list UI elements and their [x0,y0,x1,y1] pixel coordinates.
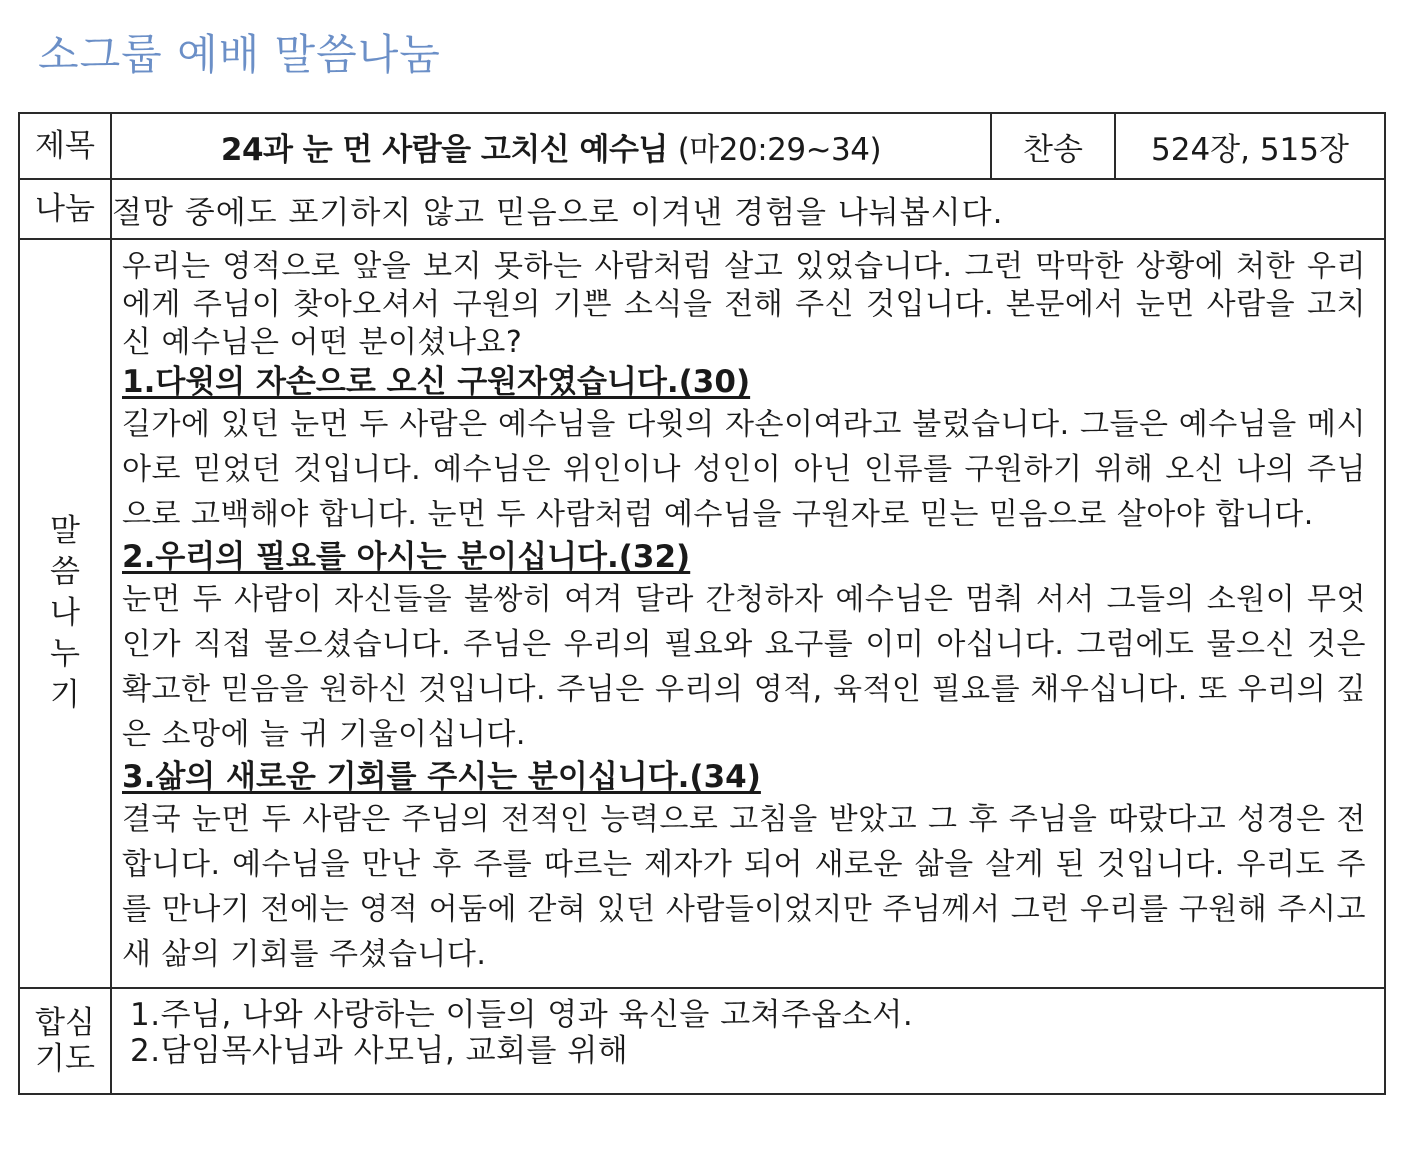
prayer-label-line: 합심 [35,1005,95,1041]
section-heading-2: 2.우리의 필요를 아시는 분이십니다.(32) [122,539,691,575]
lesson-title-cell [111,113,991,179]
prayer-row [19,988,1385,1094]
prayer-item-2: 2.담임목사님과 사모님, 교회를 위해 [130,1033,629,1069]
word-sharing-label [45,511,85,716]
word-label-char: 나 [50,595,80,631]
word-label-char: 누 [50,636,80,672]
section-heading-3: 3.삶의 새로운 기회를 주시는 분이십니다.(34) [122,759,761,795]
word-label-char: 기 [50,677,80,713]
intro-paragraph: 우리는 영적으로 앞을 보지 못하는 사람처럼 살고 있었습니다. 그런 막막한 상황에 처한 우리에게 주님이 찾아오셔서 구원의 기쁜 소식을 전해 주신 것입니다. 본문에서 눈먼 사람을 고치신 예수님은 어떤 분이셨나요? [122,249,1366,360]
section-body-1: 길가에 있던 눈먼 두 사람은 예수님을 다윗의 자손이여라고 불렀습니다. 그들은 예수님을 메시아로 믿었던 것입니다. 예수님은 위인이나 성인이 아닌 인류를 구원하기 위해 오신 나의 주님으로 고백해야 합니다. 눈먼 두 사람처럼 예수님을 구원자로 믿는 믿음으로 살아야 합니다. [122,407,1366,532]
title-row [19,113,1385,179]
prayer-label-cell [19,988,111,1094]
word-label-char: 씀 [50,554,80,590]
hymn-label: 찬송 [991,113,1115,179]
hymn-value: 524장, 515장 [1115,113,1385,179]
word-sharing-row [19,239,1385,988]
lesson-title: 24과 눈 먼 사람을 고치신 예수님 [220,131,668,168]
sermon-body [111,239,1385,988]
share-question: 절망 중에도 포기하지 않고 믿음으로 이겨낸 경험을 나눠봅시다. [111,179,1385,239]
scripture-reference: (마20:29~34) [677,131,882,168]
prayer-item-1: 1.주님, 나와 사랑하는 이들의 영과 육신을 고쳐주옵소서. [130,997,914,1033]
prayer-items [111,988,1385,1094]
section-body-3: 결국 눈먼 두 사람은 주님의 전적인 능력으로 고침을 받았고 그 후 주님을 따랐다고 성경은 전합니다. 예수님을 만난 후 주를 따르는 제자가 되어 새로운 삶을 살게 된 것입니다. 우리도 주를 만나기 전에는 영적 어둠에 갇혀 있던 사람들이었지만 주님께서 그런 우리를 구원해 주시고 새 삶의 기회를 주셨습니다. [122,802,1366,972]
prayer-label-line: 기도 [35,1041,95,1077]
share-row [19,179,1385,239]
share-label: 나눔 [19,179,111,239]
word-label-char: 말 [50,513,80,549]
word-sharing-label-cell [19,239,111,988]
page-title: 소그룹 예배 말씀나눔 [38,30,441,79]
section-heading-1: 1.다윗의 자손으로 오신 구원자였습니다.(30) [122,364,751,400]
section-body-2: 눈먼 두 사람이 자신들을 불쌍히 여겨 달라 간청하자 예수님은 멈춰 서서 그들의 소원이 무엇인가 직접 물으셨습니다. 주님은 우리의 필요와 요구를 이미 아십니다. 그럼에도 물으신 것은 확고한 믿음을 원하신 것입니다. 주님은 우리의 영적, 육적인 필요를 채우십니다. 또 우리의 깊은 소망에 늘 귀 기울이십니다. [122,582,1366,752]
sermon-table [18,112,1386,1095]
title-label: 제목 [19,113,111,179]
